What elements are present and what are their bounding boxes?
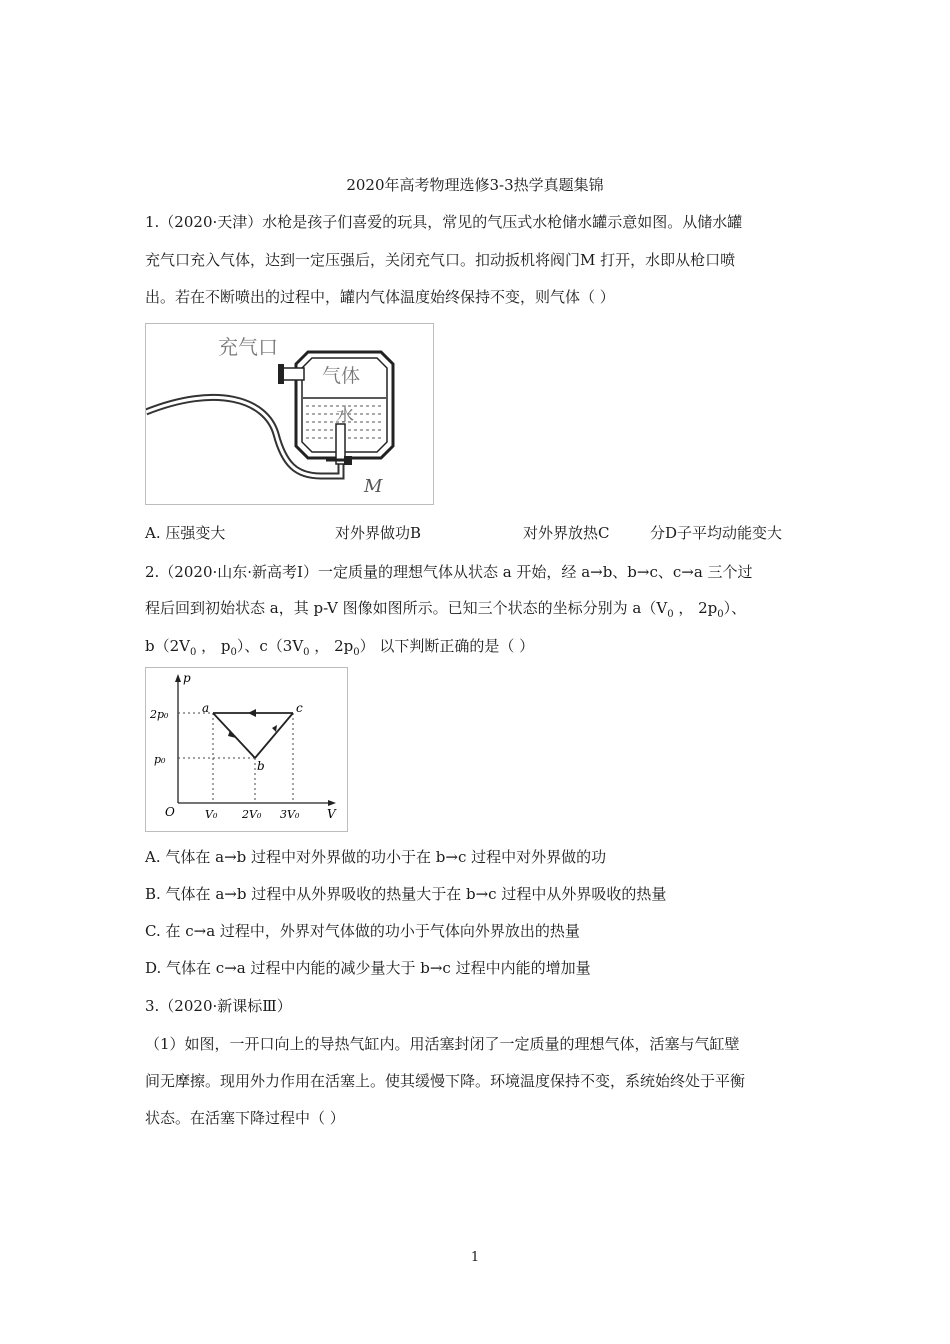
point-c-label: c [296,701,303,715]
point-a-label: a [202,701,210,715]
origin-label: O [165,805,175,819]
outlet-pipe [336,424,345,464]
q1-option-d: 分D子平均动能变大 [650,524,783,542]
x-axis-label: V [327,807,336,821]
q3-stem-line-1: （1）如图，一开口向上的导热气缸内。用活塞封闭了一定质量的理想气体，活塞与气缸壁 [145,1035,740,1053]
q2-line3-d: ， 2p [309,637,354,655]
q2-line3-sub4: 0 [353,647,360,658]
tick-2p0: 2p₀ [150,708,169,721]
q2-line3-e: ） 以下判断正确的是（ ） [359,637,535,655]
x-axis-arrow [328,800,336,806]
q1-stem-line-2: 充气口充入气体，达到一定压强后，关闭充气口。扣动扳机将阀门M 打开，水即从枪口喷 [145,251,736,269]
pv-graph [146,668,347,831]
q3-stem-line-2: 间无摩擦。现用外力作用在活塞上。使其缓慢下降。环境温度保持不变，系统始终处于平衡 [145,1072,746,1090]
tick-v0: V₀ [205,808,218,821]
tick-3v0: 3V₀ [280,808,300,821]
page-number: 1 [470,1250,480,1265]
q3-header: 3.（2020·新课标Ⅲ） [145,997,292,1015]
inlet-label: 充气口 [218,335,278,359]
q2-stem-line-2 [145,598,746,625]
q2-line3-sub1: 0 [189,647,197,658]
valve-label: M [364,476,383,497]
q2-line2-pre: 程后回到初始状态 a，其 p-V 图像如图所示。已知三个状态的坐标分别为 a（V [145,599,668,617]
q1-stem-line-3: 出。若在不断喷出的过程中，罐内气体温度始终保持不变，则气体（ ） [145,288,615,306]
q2-line2-sub1: 0 [667,609,674,620]
hose-outer [146,397,341,476]
q2-line2-sub2: 0 [717,609,724,620]
arrow-b-to-c [272,725,277,732]
q1-option-c: 对外界放热C [523,524,610,542]
q2-option-a: A. 气体在 a→b 过程中对外界做的功小于在 b→c 过程中对外界做的功 [145,848,607,866]
q2-line3-b: ， p [196,637,231,655]
q1-water-gun-figure [145,323,434,505]
y-axis-arrow [175,674,181,682]
q2-option-b: B. 气体在 a→b 过程中从外界吸收的热量大于在 b→c 过程中从外界吸收的热量 [145,885,667,903]
q3-stem-line-3: 状态。在活塞下降过程中（ ） [145,1109,345,1127]
q2-line2-mid: ， 2p [673,599,718,617]
water-label: 水 [336,405,354,426]
tick-2v0: 2V₀ [242,808,262,821]
q1-stem-line-1: 1.（2020·天津）水枪是孩子们喜爱的玩具，常见的气压式水枪储水罐示意如图。从储水罐 [145,213,743,231]
q2-line3-a: b（2V [145,637,190,655]
hose-inner [146,397,341,476]
inlet-cap [278,364,284,384]
q2-line2-end: ）、 [723,599,747,617]
water-tank-diagram [146,324,433,504]
gas-label: 气体 [322,365,361,387]
inlet-pipe [282,368,304,380]
q1-option-a: A. 压强变大 [145,524,226,542]
q2-pv-graph-figure [145,667,348,832]
point-b-label: b [257,759,265,773]
q2-stem-line-3 [145,636,534,663]
tick-p0: p₀ [154,753,166,766]
document-title: 2020年高考物理选修3-3热学真题集锦 [346,176,604,194]
q2-option-c: C. 在 c→a 过程中，外界对气体做的功小于气体向外界放出的热量 [145,922,580,940]
q2-stem-line-1: 2.（2020·山东·新高考Ⅰ）一定质量的理想气体从状态 a 开始，经 a→b、b→c、c→a 三个过 [145,563,753,581]
q2-option-d: D. 气体在 c→a 过程中内能的减少量大于 b→c 过程中内能的增加量 [145,959,591,977]
q2-line3-sub3: 0 [303,647,310,658]
arrow-c-to-a [248,709,256,717]
q1-option-b: 对外界做功B [335,524,422,542]
y-axis-label: p [183,671,191,685]
q2-line3-sub2: 0 [230,647,237,658]
q2-line3-c: ）、c（3V [236,637,304,655]
process-b-to-c [255,713,293,758]
valve-knob [344,456,352,465]
